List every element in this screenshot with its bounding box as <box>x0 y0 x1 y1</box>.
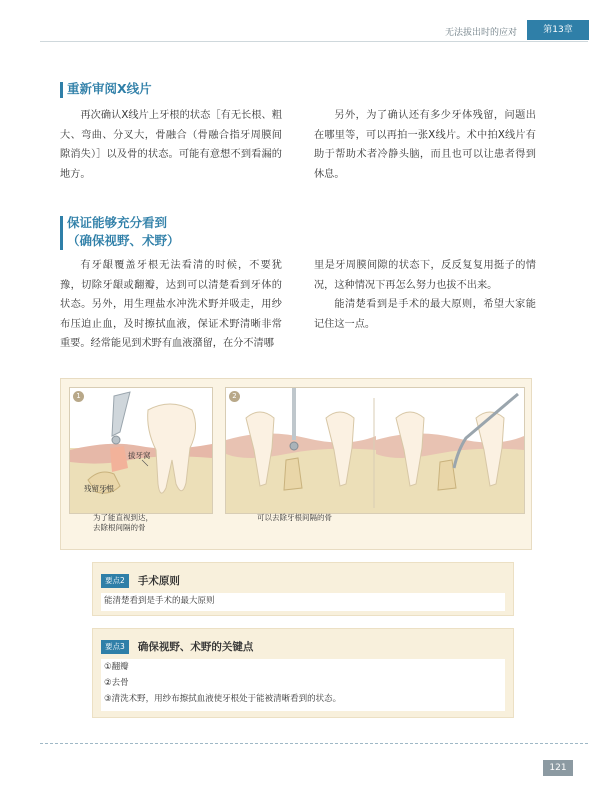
section-heading-xray <box>60 80 152 98</box>
keypoint-badge: 要点3 <box>101 640 129 654</box>
heading-bar <box>60 82 63 98</box>
section1-right-column <box>314 106 536 184</box>
panel-number-badge: 1 <box>73 391 84 402</box>
list-item: ③清洗术野，用纱布擦拭血液使牙根处于能被清晰看到的状态。 <box>104 694 342 704</box>
keypoint-2-box <box>92 562 514 616</box>
footer-rule <box>40 743 588 744</box>
paragraph: 里是牙周膜间隙的状态下，反反复复用挺子的情况，这种情况下再怎么努力也拔不出来。 <box>314 260 536 291</box>
heading-bar <box>60 216 63 250</box>
section2-left-column <box>60 256 282 354</box>
list-item: ①翻瓣 <box>104 662 129 672</box>
section-heading-visibility <box>60 214 180 250</box>
caption-line: 去除根间隔的骨 <box>93 523 146 532</box>
paragraph: 再次确认X线片上牙根的状态［有无长根、粗大、弯曲、分叉大，骨融合（骨融合指牙周膜间隙消失）］以及骨的状态。可能有意想不到看漏的地方。 <box>60 110 282 180</box>
chapter-title: 无法拔出时的应对 <box>444 28 517 38</box>
section-title-line2: （确保视野、术野） <box>67 233 180 248</box>
keypoint-title: 确保视野、术野的关键点 <box>137 641 254 653</box>
keypoint-3-box <box>92 628 514 718</box>
chapter-header <box>0 20 589 42</box>
label-socket: 拔牙窝 <box>128 451 151 460</box>
keypoint-body <box>101 593 505 611</box>
keypoint-header <box>101 636 254 653</box>
panel-number-badge: 2 <box>229 391 240 402</box>
keypoint-header <box>101 570 180 587</box>
keypoint-text: 能清楚看到是手术的最大原则 <box>104 596 215 606</box>
section-title: 重新审阅X线片 <box>67 81 152 96</box>
bone-removal-illustration <box>226 388 524 513</box>
caption-line: 为了能直视到达， <box>93 513 153 522</box>
paragraph: 有牙龈覆盖牙根无法看清的时候，不要犹豫，切除牙龈或翻瓣，达到可以清楚看到牙体的状态。另外，用生理盐水冲洗术野并吸走，用纱布压迫止血，及时擦拭血液，保证术野清晰非常重要。经常能见到术野有血液潴留，在分不清哪 <box>60 260 282 349</box>
chapter-badge: 第13章 <box>527 20 589 40</box>
illustration-figure <box>60 378 532 550</box>
caption-panel-1 <box>93 513 153 533</box>
label-residual-root: 残留牙根 <box>84 484 114 493</box>
keypoint-badge: 要点2 <box>101 574 129 588</box>
paragraph: 能清楚看到是手术的最大原则，希望大家能记住这一点。 <box>314 299 536 330</box>
section1-left-column <box>60 106 282 184</box>
page-number: 121 <box>543 760 573 776</box>
header-rule <box>40 41 588 42</box>
keypoint-list <box>101 659 505 711</box>
figure-panel-1 <box>69 387 213 514</box>
list-item: ②去骨 <box>104 678 129 688</box>
figure-panel-2 <box>225 387 525 514</box>
section2-right-column <box>314 256 536 334</box>
paragraph: 另外，为了确认还有多少牙体残留，问题出在哪里等，可以再拍一张X线片。术中拍X线片有助于帮助术者冷静头脑，而且也可以让患者得到休息。 <box>314 110 536 180</box>
caption-panel-2: 可以去除牙根间隔的骨 <box>257 513 332 522</box>
section-title-line1: 保证能够充分看到 <box>67 215 168 230</box>
keypoint-title: 手术原则 <box>137 575 180 587</box>
